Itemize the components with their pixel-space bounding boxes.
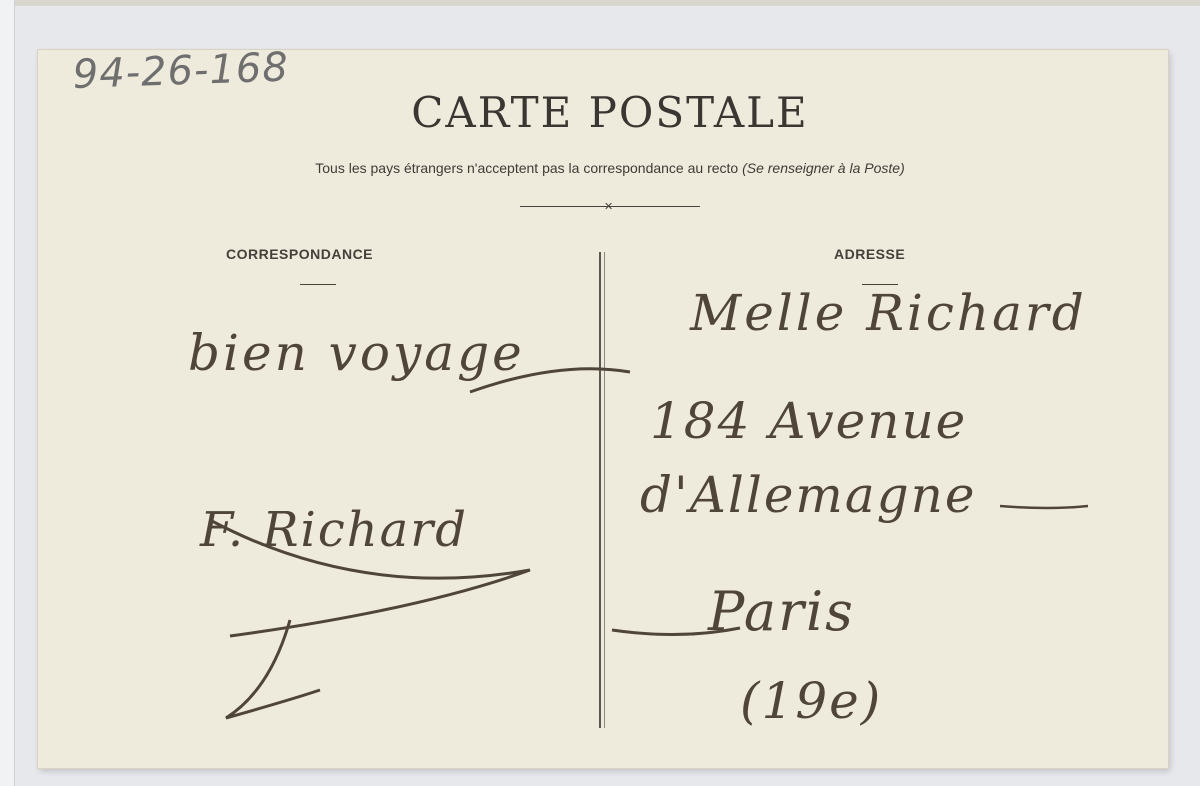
handwritten-message: bien voyage	[188, 324, 525, 382]
address-street-name: d'Allemagne	[640, 466, 977, 524]
address-street: 184 Avenue	[650, 392, 968, 450]
address-label: ADRESSE	[834, 246, 906, 262]
center-divider-line-shadow	[604, 252, 605, 728]
postal-notice	[230, 160, 990, 176]
notice-main: Tous les pays étrangers n'acceptent pas la correspondance au recto	[315, 160, 739, 176]
address-recipient: Melle Richard	[690, 284, 1087, 342]
notice-paren: (Se renseigner à la Poste)	[742, 160, 905, 176]
center-divider-line	[599, 252, 601, 728]
top-scan-edge	[0, 0, 1200, 6]
postcard	[38, 50, 1168, 768]
handwritten-signature: F. Richard	[200, 502, 468, 558]
correspondence-label: CORRESPONDANCE	[226, 246, 374, 262]
divider-ornament-icon: ✕	[604, 200, 614, 213]
catalog-number: 94-26-168	[72, 44, 290, 98]
left-scan-edge	[0, 0, 15, 786]
correspondence-underline	[300, 284, 336, 285]
title-divider	[520, 200, 700, 213]
card-title: CARTE POSTALE	[411, 88, 809, 137]
address-city: Paris	[708, 580, 855, 643]
address-district: (19e)	[740, 672, 883, 730]
